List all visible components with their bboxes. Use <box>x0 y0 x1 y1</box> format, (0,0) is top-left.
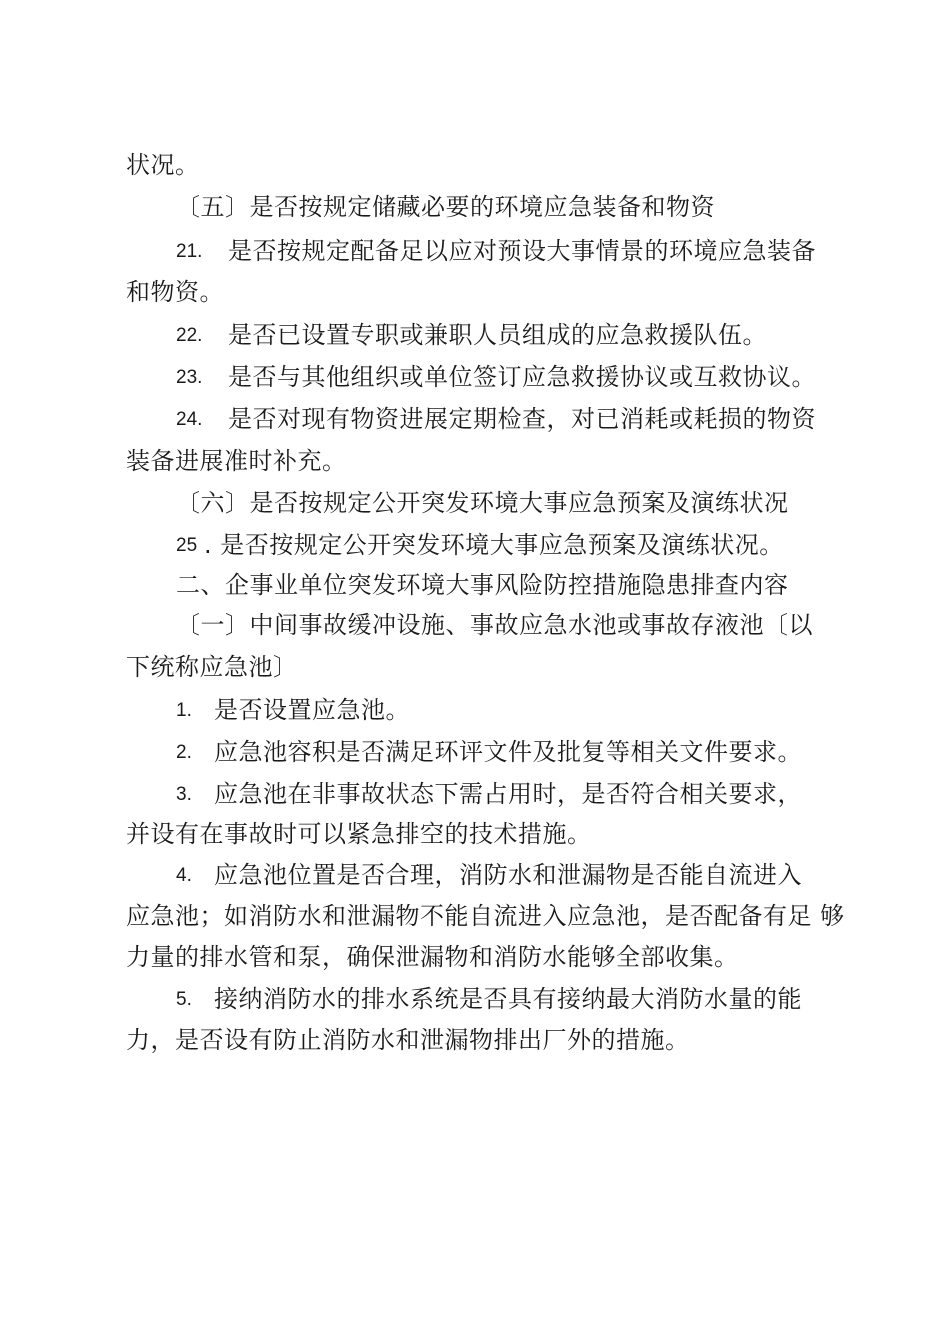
section-heading <box>176 610 813 640</box>
item-number: 3. <box>176 784 192 805</box>
body-line <box>126 942 739 972</box>
item-number: 25 <box>176 535 198 556</box>
section-heading <box>176 192 715 222</box>
line-text: 力量的排水管和泵，确保泄漏物和消防水能够全部收集。 <box>126 943 739 971</box>
list-item <box>176 737 802 768</box>
item-number: 21. <box>176 241 203 262</box>
heading-text: 〔一〕中间事故缓冲设施、事故应急水池或事故存液池〔以 <box>176 611 813 639</box>
section-heading <box>176 570 789 600</box>
line-text: 和物资。 <box>126 278 224 306</box>
line-text: 力，是否设有防止消防水和泄漏物排出厂外的措施。 <box>126 1026 690 1054</box>
item-text: 是否对现有物资进展定期检查，对已消耗或耗损的物资 <box>228 405 816 433</box>
list-item <box>176 362 816 393</box>
list-item <box>176 236 816 267</box>
body-line <box>126 150 200 180</box>
item-text: 应急池位置是否合理，消防水和泄漏物是否能自流进入 <box>214 861 802 889</box>
list-item <box>176 695 410 726</box>
heading-text: 二、企事业单位突发环境大事风险防控措施隐患排查内容 <box>176 571 789 599</box>
item-number: 24. <box>176 409 203 430</box>
list-item <box>176 860 802 891</box>
item-text: 是否已设置专职或兼职人员组成的应急救援队伍。 <box>228 321 767 349</box>
list-item <box>176 320 767 351</box>
body-line <box>126 819 592 849</box>
body-line <box>126 277 224 307</box>
item-text: 是否与其他组织或单位签订应急救援协议或互救协议。 <box>228 363 816 391</box>
list-item <box>176 404 816 435</box>
body-line <box>126 446 347 476</box>
line-text: 装备进展准时补充。 <box>126 447 347 475</box>
item-number: 5. <box>176 989 192 1010</box>
line-text: 下统称应急池〕 <box>126 653 298 681</box>
item-number: 22. <box>176 325 203 346</box>
item-number: 4. <box>176 865 192 886</box>
item-text: 应急池在非事故状态下需占用时，是否符合相关要求， <box>214 780 802 808</box>
body-line <box>126 652 298 682</box>
section-heading <box>176 488 789 518</box>
list-item <box>176 984 802 1015</box>
item-text: 接纳消防水的排水系统是否具有接纳最大消防水量的能 <box>214 985 802 1013</box>
item-number: 23. <box>176 367 203 388</box>
list-item <box>176 779 802 810</box>
item-number: 1. <box>176 700 192 721</box>
line-text: 应急池；如消防水和泄漏物不能自流进入应急池，是否配备有足 够 <box>126 902 845 930</box>
list-item <box>176 530 784 561</box>
item-text: 是否设置应急池。 <box>214 696 410 724</box>
item-text: . 是否按规定公开突发环境大事应急预案及演练状况。 <box>204 531 784 559</box>
heading-text: 〔五〕是否按规定储藏必要的环境应急装备和物资 <box>176 193 715 221</box>
line-text: 状况。 <box>126 151 200 179</box>
line-text: 并设有在事故时可以紧急排空的技术措施。 <box>126 820 592 848</box>
heading-text: 〔六〕是否按规定公开突发环境大事应急预案及演练状况 <box>176 489 789 517</box>
item-number: 2. <box>176 742 192 763</box>
body-line <box>126 1025 690 1055</box>
item-text: 是否按规定配备足以应对预设大事情景的环境应急装备 <box>228 237 816 265</box>
body-line <box>126 901 845 931</box>
item-text: 应急池容积是否满足环评文件及批复等相关文件要求。 <box>214 738 802 766</box>
